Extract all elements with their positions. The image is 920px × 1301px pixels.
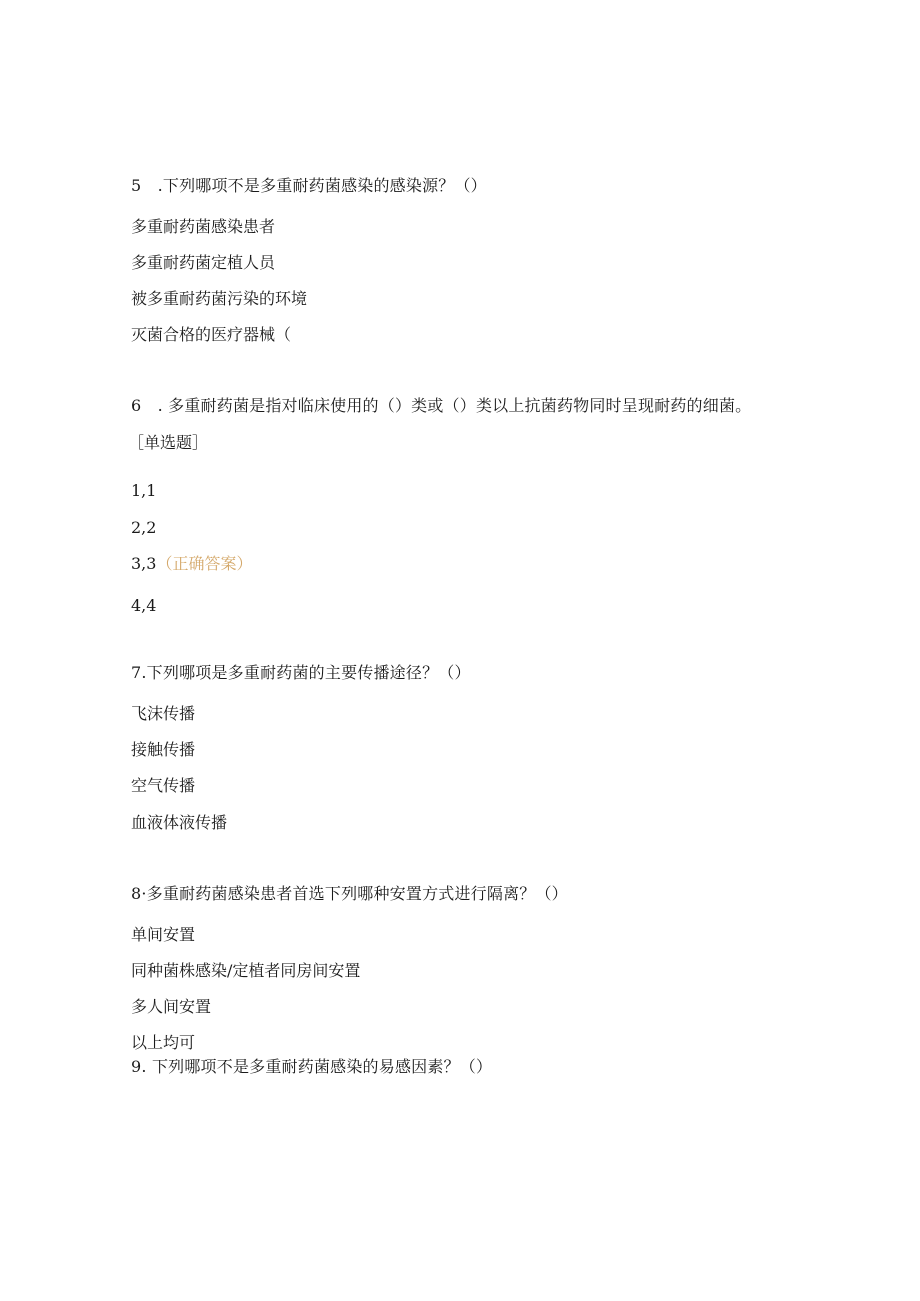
question-8-option-b: 同种菌株感染/定植者同房间安置 <box>131 961 361 980</box>
question-8-text: 8·多重耐药菌感染患者首选下列哪种安置方式进行隔离？（） <box>131 884 568 903</box>
question-5-text: 5 .下列哪项不是多重耐药菌感染的感染源？（） <box>131 176 487 195</box>
question-8-option-c: 多人间安置 <box>131 997 212 1016</box>
question-5-option-c: 被多重耐药菌污染的环境 <box>131 289 308 308</box>
question-7-option-d: 血液体液传播 <box>131 813 228 832</box>
question-7-text: 7.下列哪项是多重耐药菌的主要传播途径？（） <box>131 663 471 682</box>
question-7-option-c: 空气传播 <box>131 776 196 795</box>
question-5-option-d: 灭菌合格的医疗器械（ <box>131 325 292 344</box>
question-5-option-a: 多重耐药菌感染患者 <box>131 217 276 236</box>
question-7-option-b: 接触传播 <box>131 740 196 759</box>
question-6-type-tag: ［单选题］ <box>128 433 209 452</box>
question-6-option-a: 1,1 <box>131 481 157 500</box>
question-6-option-c <box>131 556 252 572</box>
question-9-text: 9. 下列哪项不是多重耐药菌感染的易感因素？（） <box>131 1057 493 1076</box>
question-6-option-b: 2,2 <box>131 518 157 537</box>
question-6-text: 6 . 多重耐药菌是指对临床使用的（）类或（）类以上抗菌药物同时呈现耐药的细菌。 <box>131 396 752 415</box>
question-7-option-a: 飞沫传播 <box>131 704 196 723</box>
question-5-option-b: 多重耐药菌定植人员 <box>131 253 276 272</box>
question-8-option-a: 单间安置 <box>131 925 196 944</box>
question-8-option-d: 以上均可 <box>131 1033 196 1052</box>
question-6-option-c-label: 3,3 <box>131 554 157 573</box>
correct-answer-note: （正确答案） <box>156 554 253 573</box>
question-6-option-d: 4,4 <box>131 596 157 615</box>
